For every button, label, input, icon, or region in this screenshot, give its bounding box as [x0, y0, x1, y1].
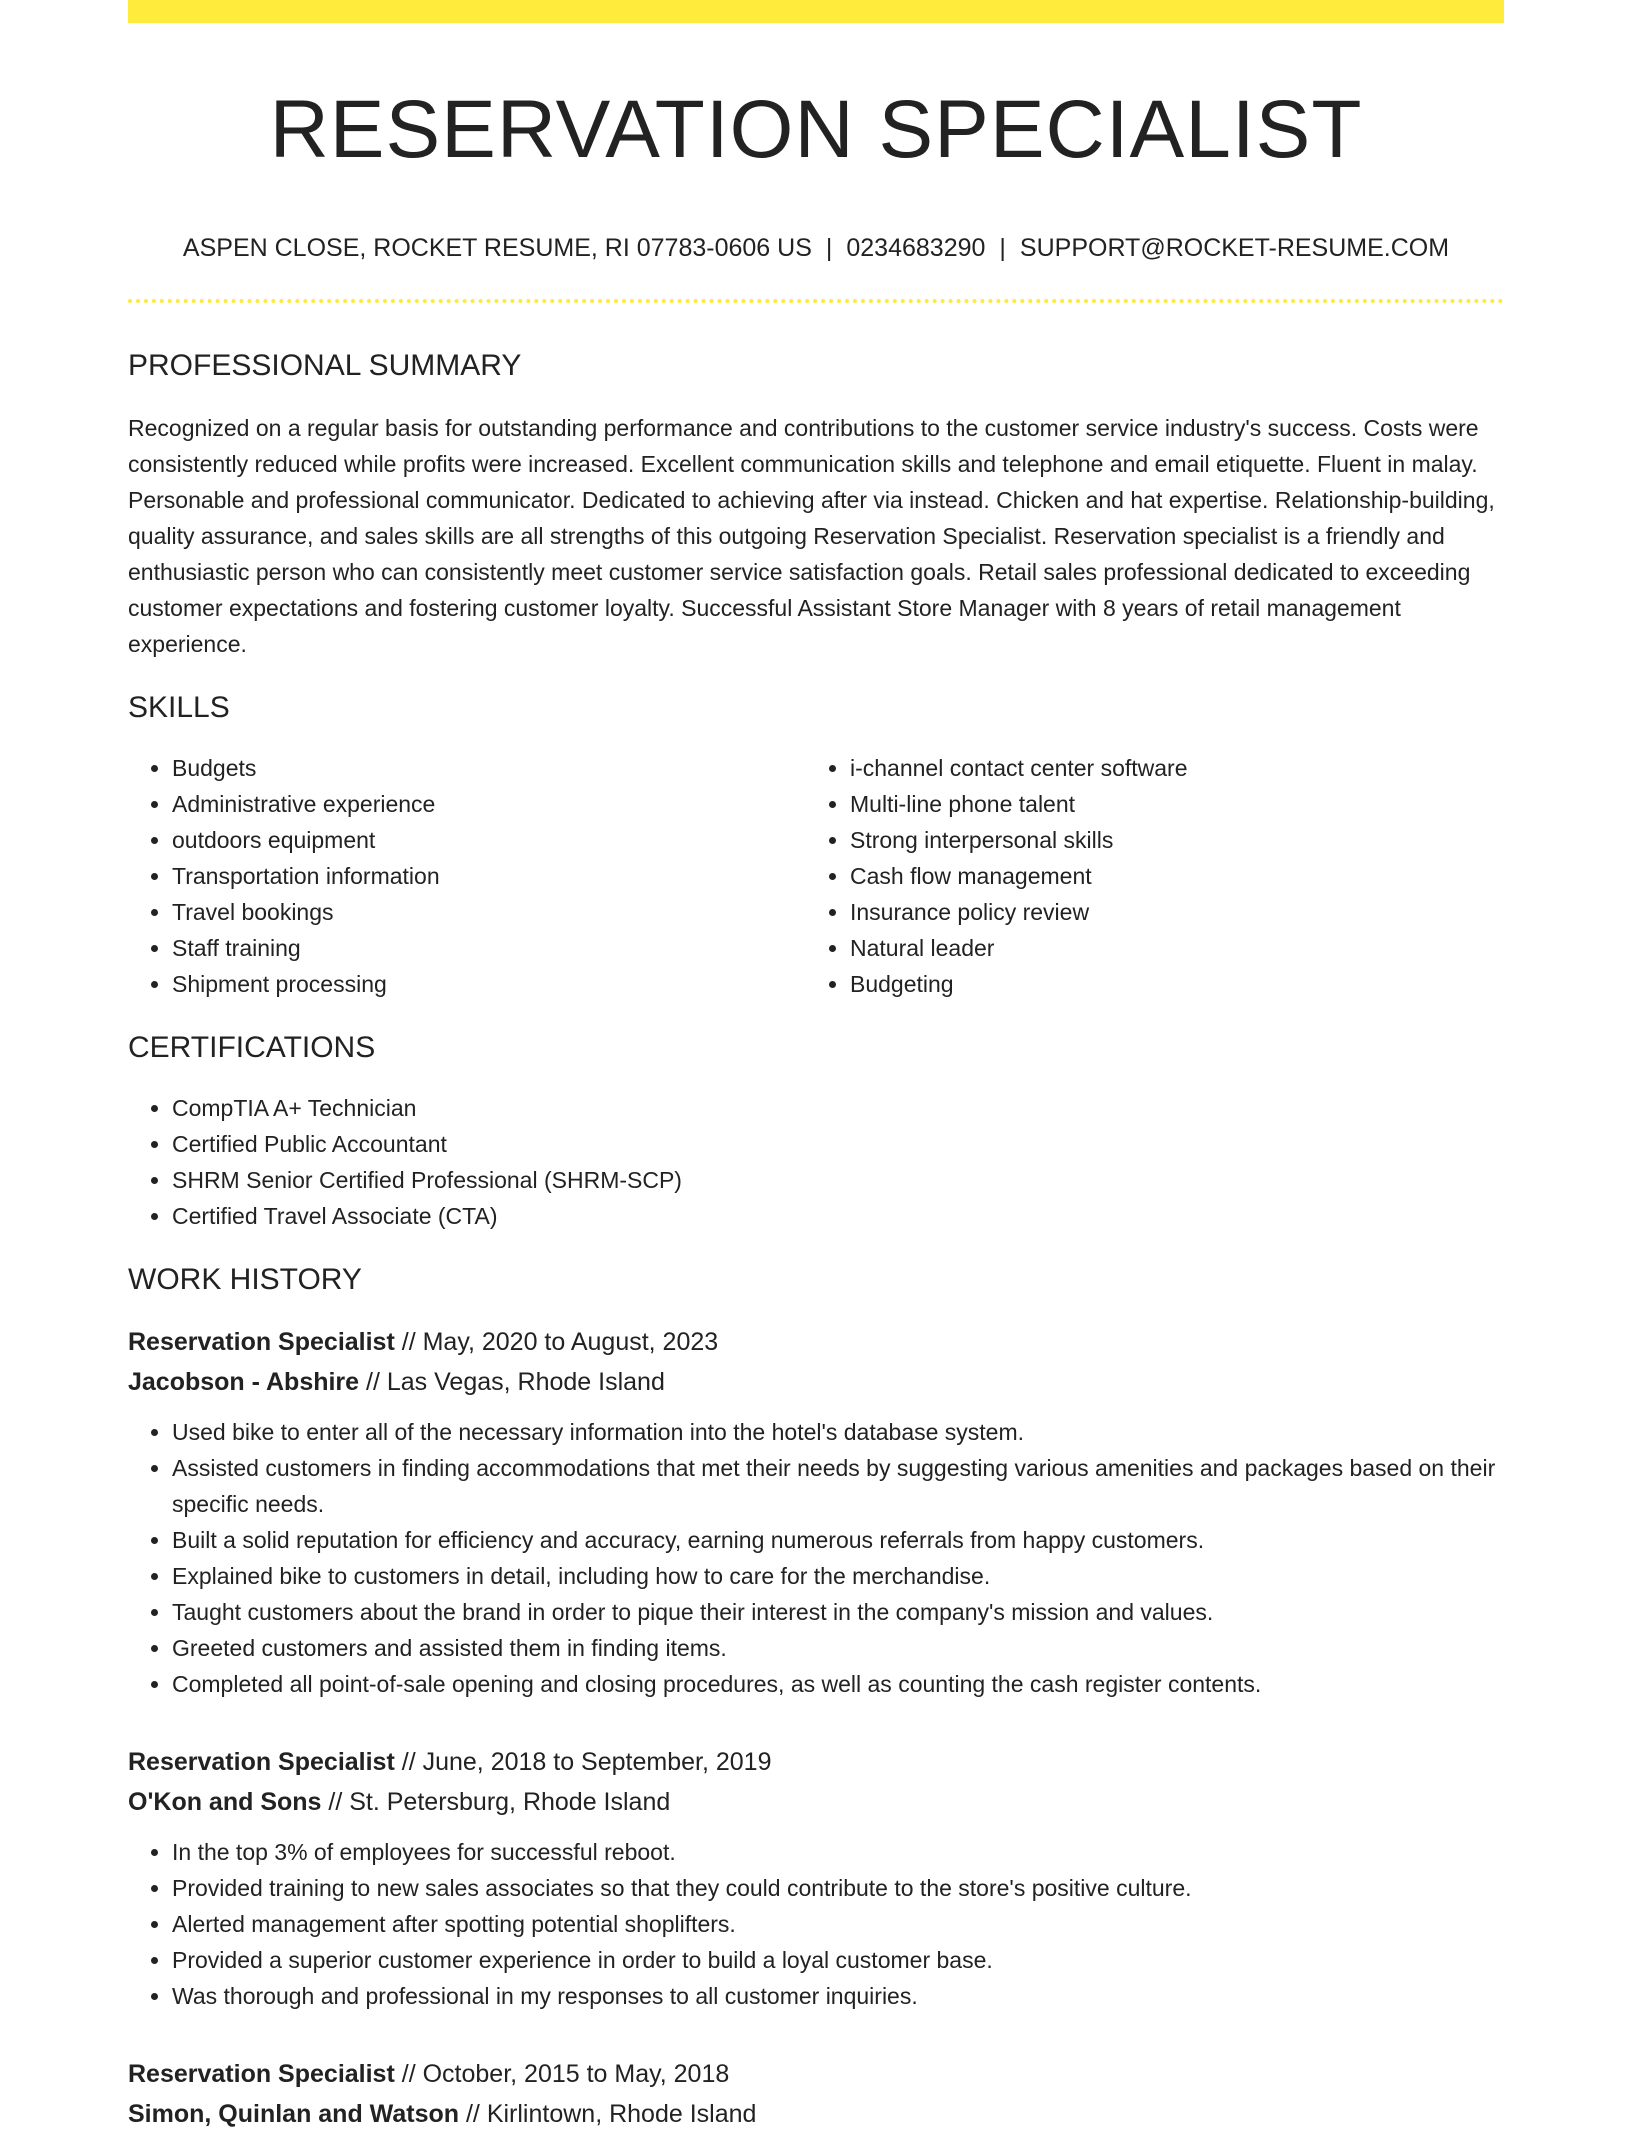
job-separator: //	[359, 1368, 387, 1397]
job-title: Reservation Specialist	[128, 1328, 395, 1357]
job-bullet: • Explained bike to customers in detail, including how to care for the merchandise.	[172, 1558, 1504, 1594]
work-history-list	[128, 1322, 1504, 2134]
job-bullets	[128, 1414, 1504, 1702]
list-item: • Cash flow management	[850, 858, 1484, 894]
job-location: St. Petersburg, Rhode Island	[349, 1788, 671, 1817]
job-entry	[128, 2054, 1504, 2134]
job-separator: //	[394, 1748, 423, 1777]
skills-list-right	[806, 750, 1484, 1002]
list-item: • Multi-line phone talent	[850, 786, 1484, 822]
job-bullet: • In the top 3% of employees for successful reboot.	[172, 1834, 1504, 1870]
contact-separator: |	[999, 234, 1006, 263]
job-separator: //	[321, 1788, 350, 1817]
job-bullet: • Provided training to new sales associates so that they could contribute to the store's positive culture.	[172, 1870, 1504, 1906]
list-item: • CompTIA A+ Technician	[172, 1090, 1504, 1126]
job-title: Reservation Specialist	[128, 2060, 395, 2089]
job-bullet: • Assisted customers in finding accommodations that met their needs by suggesting various amenities and packages based on their specific needs.	[172, 1450, 1504, 1522]
job-bullet: • Completed all point-of-sale opening and closing procedures, as well as counting the cash register contents.	[172, 1666, 1504, 1702]
list-item: • Budgets	[172, 750, 806, 786]
job-separator: //	[394, 1328, 423, 1357]
job-entry	[128, 1742, 1504, 2014]
job-dates: May, 2020 to August, 2023	[422, 1328, 719, 1357]
job-dates: June, 2018 to September, 2019	[422, 1748, 772, 1777]
job-separator: //	[394, 2060, 423, 2089]
list-item: • Certified Travel Associate (CTA)	[172, 1198, 1504, 1234]
summary-heading: PROFESSIONAL SUMMARY	[128, 349, 522, 383]
list-item: • Travel bookings	[172, 894, 806, 930]
job-company: O'Kon and Sons	[128, 1788, 322, 1817]
page-title: RESERVATION SPECIALIST	[269, 84, 1363, 175]
job-title-line	[128, 1742, 1504, 1782]
contact-phone: 0234683290	[846, 234, 986, 263]
contact-separator: |	[825, 234, 833, 263]
list-item: • Shipment processing	[172, 966, 806, 1002]
contact-line	[128, 233, 1504, 263]
job-bullets	[128, 1834, 1504, 2014]
work-history-heading: WORK HISTORY	[128, 1263, 362, 1297]
list-item: • Strong interpersonal skills	[850, 822, 1484, 858]
list-item: • Natural leader	[850, 930, 1484, 966]
job-location: Las Vegas, Rhode Island	[386, 1368, 665, 1397]
job-bullet: • Built a solid reputation for efficiency and accuracy, earning numerous referrals from happy customers.	[172, 1522, 1504, 1558]
job-location: Kirlintown, Rhode Island	[486, 2100, 757, 2129]
list-item: • Insurance policy review	[850, 894, 1484, 930]
job-title-line	[128, 1322, 1504, 1362]
job-entry	[128, 1322, 1504, 1702]
job-bullet: • Used bike to enter all of the necessary information into the hotel's database system.	[172, 1414, 1504, 1450]
certifications-heading: CERTIFICATIONS	[128, 1031, 376, 1065]
job-bullet: • Greeted customers and assisted them in finding items.	[172, 1630, 1504, 1666]
list-item: • outdoors equipment	[172, 822, 806, 858]
list-item: • Certified Public Accountant	[172, 1126, 1504, 1162]
list-item: • Administrative experience	[172, 786, 806, 822]
skills-columns	[128, 750, 1504, 1002]
job-company-line	[128, 1362, 1504, 1402]
contact-email: SUPPORT@ROCKET-RESUME.COM	[1019, 234, 1450, 263]
list-item: • Budgeting	[850, 966, 1484, 1002]
list-item: • i-channel contact center software	[850, 750, 1484, 786]
job-title: Reservation Specialist	[128, 1748, 395, 1777]
job-bullet: • Provided a superior customer experience in order to build a loyal customer base.	[172, 1942, 1504, 1978]
top-accent-bar	[128, 0, 1504, 23]
job-company: Simon, Quinlan and Watson	[128, 2100, 460, 2129]
skills-list-left	[128, 750, 806, 1002]
skills-heading: SKILLS	[128, 691, 230, 725]
job-company-line	[128, 2094, 1504, 2134]
job-dates: October, 2015 to May, 2018	[422, 2060, 730, 2089]
job-bullet: • Taught customers about the brand in order to pique their interest in the company's mission and values.	[172, 1594, 1504, 1630]
job-title-line	[128, 2054, 1504, 2094]
job-company-line	[128, 1782, 1504, 1822]
list-item: • Transportation information	[172, 858, 806, 894]
summary-text: Recognized on a regular basis for outstanding performance and contributions to the customer service industry's success. Costs were consistently reduced while profits were increased. Excellent communication skills and telephone and email etiquette. Fluent in malay. Personable and professional communicator. Dedicated to achieving after via instead. Chicken and hat expertise. Relationship-building, quality assurance, and sales skills are all strengths of this outgoing Reservation Specialist. Reservation specialist is a friendly and enthusiastic person who can consistently meet customer service satisfaction goals. Retail sales professional dedicated to exceeding customer expectations and fostering customer loyalty. Successful Assistant Store Manager with 8 years of retail management experience.	[128, 415, 1495, 658]
list-item: • Staff training	[172, 930, 806, 966]
list-item: • SHRM Senior Certified Professional (SHRM-SCP)	[172, 1162, 1504, 1198]
contact-address: ASPEN CLOSE, ROCKET RESUME, RI 07783-0606 US	[182, 234, 812, 263]
job-separator: //	[459, 2100, 487, 2129]
job-bullet: • Was thorough and professional in my responses to all customer inquiries.	[172, 1978, 1504, 2014]
job-company: Jacobson - Abshire	[128, 1368, 360, 1397]
certifications-list	[128, 1090, 1504, 1234]
resume-page	[128, 0, 1504, 2134]
job-bullet: • Alerted management after spotting potential shoplifters.	[172, 1906, 1504, 1942]
dotted-divider	[128, 299, 1504, 303]
